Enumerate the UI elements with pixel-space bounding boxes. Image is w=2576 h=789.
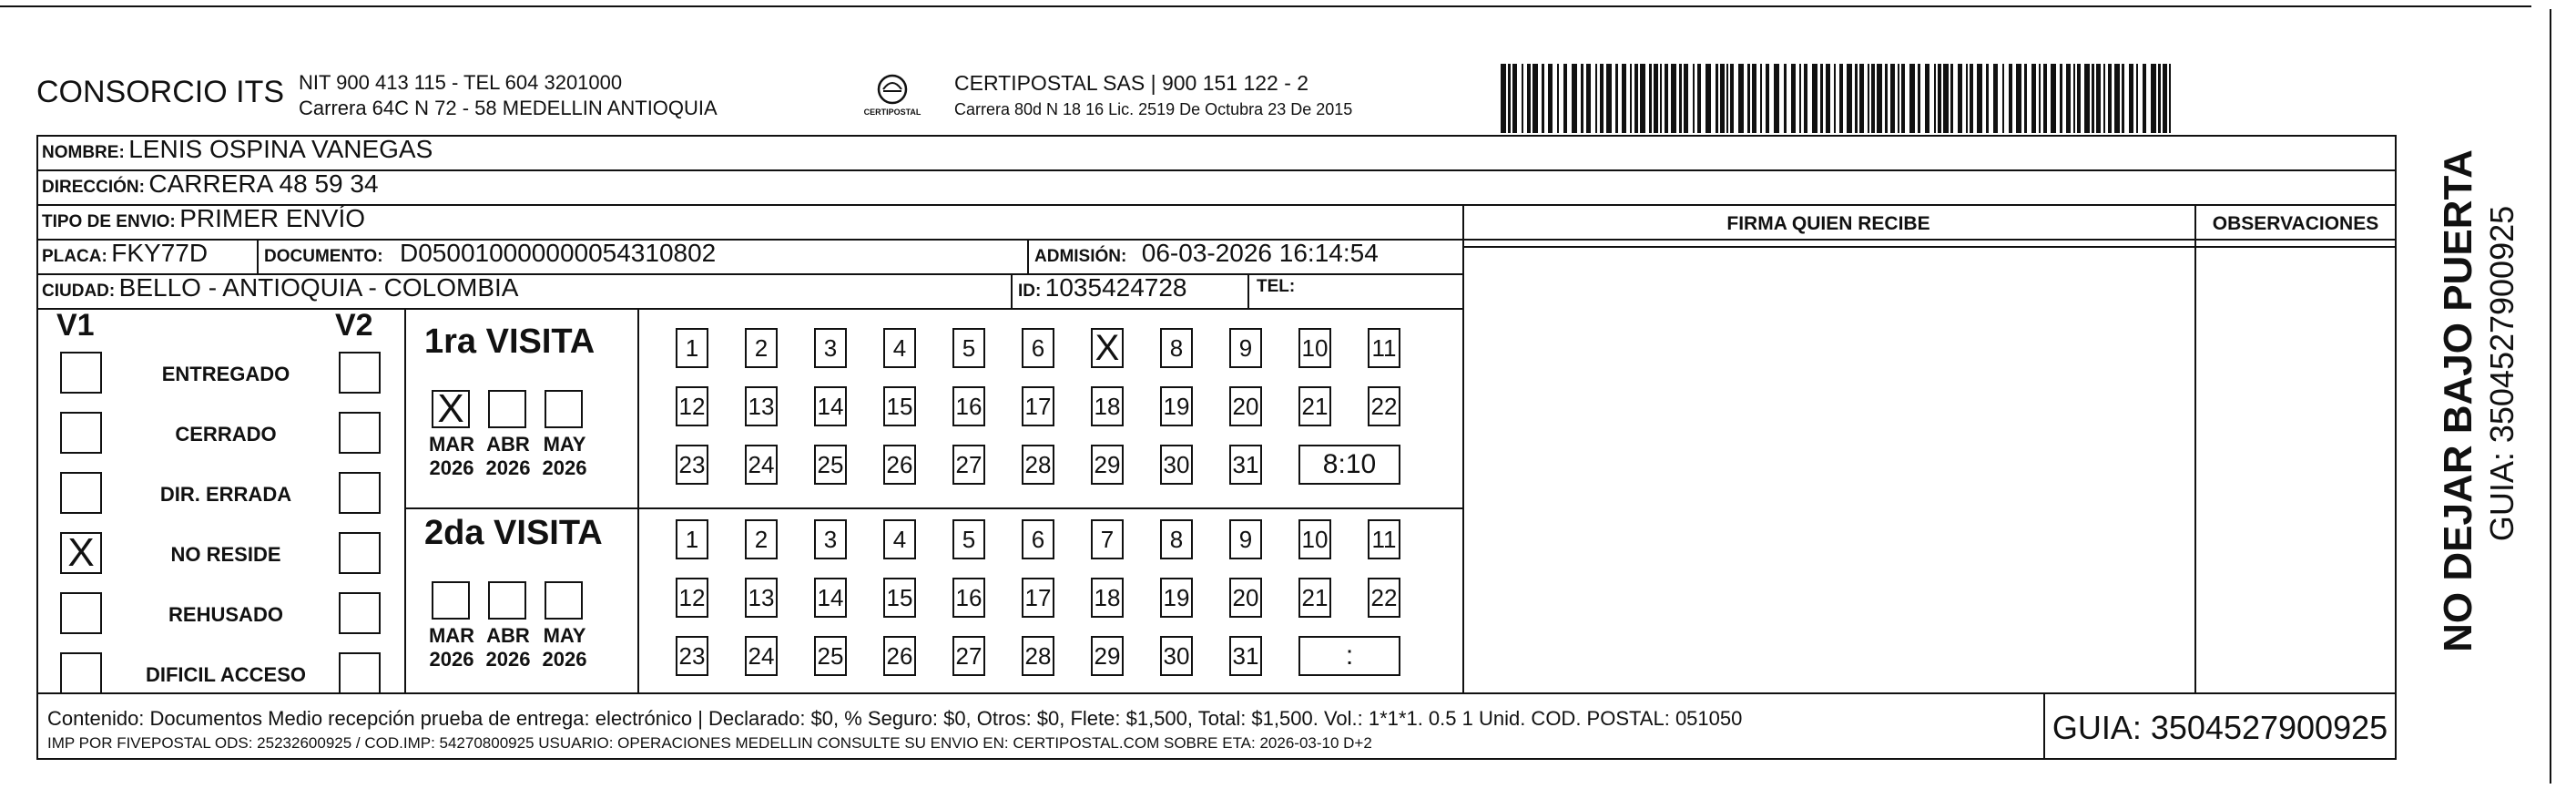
documento-cell — [264, 239, 716, 268]
barcode-bar — [1909, 64, 1915, 133]
time-box[interactable]: : — [1298, 636, 1400, 676]
day-box[interactable]: 19 — [1160, 386, 1193, 426]
day-box[interactable]: 9 — [1229, 519, 1262, 559]
month-label: MAR — [428, 624, 475, 647]
status-label: ENTREGADO — [161, 363, 290, 385]
barcode-bar — [2043, 64, 2047, 133]
barcode-bar — [1877, 64, 1882, 133]
barcode-bar — [1697, 64, 1701, 133]
barcode-bar — [2016, 64, 2021, 133]
id-cell — [1018, 273, 1187, 302]
day-box[interactable]: 24 — [745, 636, 778, 676]
barcode-bar — [2114, 64, 2120, 133]
placa-label: PLACA: — [42, 247, 107, 266]
barcode-bar — [1898, 64, 1899, 133]
barcode-bar — [2169, 64, 2171, 133]
status-label: DIFICIL ACCESO — [145, 663, 306, 686]
day-box[interactable]: 28 — [1022, 445, 1054, 485]
barcode-bar — [1791, 64, 1796, 133]
tel-label: TEL: — [1257, 277, 1296, 296]
barcode-bar — [1950, 64, 1953, 133]
day-box[interactable]: 8 — [1160, 328, 1193, 368]
barcode-bar — [2151, 64, 2156, 133]
barcode-bar — [1918, 64, 1920, 133]
day-box[interactable]: 1 — [676, 519, 708, 559]
barcode-bar — [1720, 64, 1725, 133]
barcode-bar — [1512, 64, 1517, 133]
month-checkbox[interactable]: X — [432, 390, 470, 428]
day-box[interactable]: 20 — [1229, 578, 1262, 618]
day-box[interactable]: 2 — [745, 519, 778, 559]
day-box[interactable]: 25 — [814, 445, 847, 485]
day-box[interactable]: 19 — [1160, 578, 1193, 618]
day-box[interactable]: 13 — [745, 386, 778, 426]
company-name: CONSORCIO ITS — [36, 75, 285, 109]
barcode-bar — [1738, 64, 1744, 133]
v2-checkbox[interactable] — [339, 652, 381, 694]
ciudad-value: BELLO - ANTIOQUIA - COLOMBIA — [118, 273, 519, 302]
barcode-bar — [1634, 64, 1638, 133]
v2-checkbox[interactable] — [339, 472, 381, 514]
barcode-bar — [1660, 64, 1662, 133]
barcode-bar — [1572, 64, 1577, 133]
month-label: ABR — [486, 433, 530, 456]
day-box[interactable]: 29 — [1091, 636, 1124, 676]
ciudad-label: CIUDAD: — [42, 282, 116, 301]
year-label: 2026 — [429, 648, 474, 671]
id-value: 1035424728 — [1044, 273, 1187, 302]
barcode-bar — [1527, 64, 1531, 133]
top-border-line — [0, 5, 2531, 7]
barcode-bar — [2084, 64, 2090, 133]
day-box[interactable]: 30 — [1160, 445, 1193, 485]
barcode-bar — [1563, 64, 1567, 133]
barcode-bar — [1716, 64, 1718, 133]
day-box[interactable]: 10 — [1298, 519, 1331, 559]
barcode-bar — [1671, 64, 1676, 133]
barcode-bar — [1747, 64, 1750, 133]
day-box[interactable]: 3 — [814, 519, 847, 559]
barcode-bar — [1752, 64, 1756, 133]
barcode-bar — [1774, 64, 1779, 133]
ciudad-cell — [42, 273, 518, 302]
status-label: NO RESIDE — [170, 543, 281, 566]
barcode-bar — [2096, 64, 2101, 133]
barcode-bar — [1804, 64, 1807, 133]
nombre-row — [42, 135, 433, 164]
day-box[interactable]: 14 — [814, 386, 847, 426]
barcode-bar — [2122, 64, 2124, 133]
barcode-bar — [1586, 64, 1591, 133]
barcode-bar — [2073, 64, 2075, 133]
direccion-row — [42, 169, 379, 199]
first-visit-title: 1ra VISITA — [424, 323, 596, 361]
v2-checkbox[interactable] — [339, 532, 381, 574]
day-box[interactable]: 4 — [883, 328, 916, 368]
barcode-bar — [1679, 64, 1682, 133]
carrier-address: Carrera 80d N 18 16 Lic. 2519 De Octubra 23 De 2015 — [954, 100, 1353, 118]
day-box[interactable]: 26 — [883, 636, 916, 676]
barcode-bar — [1993, 64, 1998, 133]
status-label: DIR. ERRADA — [159, 483, 292, 506]
barcode-bar — [1890, 64, 1895, 133]
v2-checkbox[interactable] — [339, 352, 381, 394]
day-box[interactable]: 21 — [1298, 386, 1331, 426]
barcode-bar — [1532, 64, 1538, 133]
barcode-bar — [1606, 64, 1612, 133]
firma-header: FIRMA QUIEN RECIBE — [1726, 213, 1930, 234]
day-box[interactable]: 29 — [1091, 445, 1124, 485]
barcode-bar — [2024, 64, 2027, 133]
barcode-bar — [1847, 64, 1852, 133]
barcode-bar — [2051, 64, 2056, 133]
barcode-bar — [1730, 64, 1734, 133]
day-box[interactable]: 12 — [676, 386, 708, 426]
day-box[interactable]: 21 — [1298, 578, 1331, 618]
month-label: MAY — [543, 624, 586, 647]
carrier-name: CERTIPOSTAL SAS | 900 151 122 - 2 — [954, 71, 1309, 95]
tipo-envio-value: PRIMER ENVÍO — [179, 204, 366, 232]
certipostal-logo-text: CERTIPOSTAL — [863, 108, 921, 117]
footer-content: Contenido: Documentos Medio recepción prueba de entrega: electrónico | Declarado: $0, % Seguro: $0, Otros: $0, Flete: $1,500, Total: $1,500. Vol.: 1*1*1. 0.5 1 Unid. COD. POSTAL: 051050 — [47, 707, 1743, 730]
nombre-value: LENIS OSPINA VANEGAS — [128, 135, 433, 163]
barcode-bar — [1901, 64, 1905, 133]
tipo-envio-label: TIPO DE ENVIO: — [42, 212, 176, 231]
direccion-label: DIRECCIÓN: — [42, 178, 145, 197]
v1-checkbox[interactable] — [60, 652, 102, 694]
day-box[interactable]: 1 — [676, 328, 708, 368]
v2-label: V2 — [335, 308, 373, 343]
barcode-bar — [2108, 64, 2112, 133]
barcode-bar — [1839, 64, 1843, 133]
second-visit-title: 2da VISITA — [424, 514, 603, 552]
barcode-bar — [1970, 64, 1973, 133]
side-guia: GUIA: 3504527900925 — [2483, 205, 2520, 542]
day-box[interactable]: 16 — [952, 386, 985, 426]
barcode-bar — [1799, 64, 1801, 133]
day-box[interactable]: 9 — [1229, 328, 1262, 368]
day-box[interactable]: 23 — [676, 445, 708, 485]
admision-label: ADMISIÓN: — [1034, 247, 1127, 266]
day-box[interactable]: 31 — [1229, 445, 1262, 485]
barcode-bar — [1885, 64, 1888, 133]
month-label: MAR — [428, 433, 475, 456]
footer-guia: GUIA: 3504527900925 — [2052, 709, 2388, 746]
barcode-bar — [2060, 64, 2062, 133]
barcode-bar — [1977, 64, 1982, 133]
status-label: REHUSADO — [168, 603, 283, 626]
barcode-bar — [2143, 64, 2146, 133]
v1-checkbox[interactable]: X — [60, 532, 102, 574]
day-box[interactable]: 28 — [1022, 636, 1054, 676]
day-box[interactable]: 5 — [952, 519, 985, 559]
day-box[interactable]: 2 — [745, 328, 778, 368]
barcode-bar — [1925, 64, 1929, 133]
barcode-bar — [1622, 64, 1626, 133]
v1-checkbox[interactable] — [60, 412, 102, 454]
nombre-label: NOMBRE: — [42, 143, 125, 162]
barcode-bar — [1986, 64, 1989, 133]
barcode-bar — [2129, 64, 2133, 133]
barcode-bar — [1522, 64, 1523, 133]
documento-label: DOCUMENTO: — [264, 247, 383, 266]
documento-value: D050010000000054310802 — [400, 239, 717, 267]
year-label: 2026 — [485, 456, 531, 479]
certipostal-logo — [856, 71, 929, 122]
barcode-bar — [1542, 64, 1544, 133]
barcode-bar — [1508, 64, 1511, 133]
company-nit: NIT 900 413 115 - TEL 604 3201000 — [299, 71, 623, 94]
day-box[interactable]: 18 — [1091, 578, 1124, 618]
barcode-bar — [2163, 64, 2167, 133]
day-box[interactable]: 13 — [745, 578, 778, 618]
month-label: ABR — [486, 624, 530, 647]
barcode-image — [1501, 64, 2174, 133]
year-label: 2026 — [542, 456, 587, 479]
barcode-bar — [2136, 64, 2138, 133]
month-checkbox[interactable] — [545, 581, 583, 620]
barcode-bar — [1938, 64, 1941, 133]
day-box[interactable]: 5 — [952, 328, 985, 368]
barcode-bar — [2103, 64, 2105, 133]
company-address: Carrera 64C N 72 - 58 MEDELLIN ANTIOQUIA — [299, 97, 718, 119]
month-checkbox[interactable] — [488, 581, 526, 620]
admision-value: 06-03-2026 16:14:54 — [1141, 239, 1379, 267]
month-checkbox[interactable] — [545, 390, 583, 428]
id-label: ID: — [1018, 282, 1042, 301]
day-box[interactable]: 20 — [1229, 386, 1262, 426]
day-box[interactable]: 23 — [676, 636, 708, 676]
day-box[interactable]: 18 — [1091, 386, 1124, 426]
day-box[interactable]: 16 — [952, 578, 985, 618]
v1-label: V1 — [56, 308, 95, 343]
barcode-bar — [2066, 64, 2071, 133]
barcode-bar — [1640, 64, 1645, 133]
barcode-bar — [1784, 64, 1787, 133]
observaciones-header: OBSERVACIONES — [2212, 213, 2379, 234]
barcode-bar — [1705, 64, 1711, 133]
day-box[interactable]: 10 — [1298, 328, 1331, 368]
day-box[interactable]: 7 — [1091, 519, 1124, 559]
day-box[interactable]: 27 — [952, 445, 985, 485]
day-box[interactable]: 15 — [883, 386, 916, 426]
barcode-bar — [1760, 64, 1762, 133]
day-box[interactable]: 12 — [676, 578, 708, 618]
footer-imp: IMP POR FIVEPOSTAL ODS: 25232600925 / COD.IMP: 54270800925 USUARIO: OPERACIONES MEDELLIN CONSULTE SU ENVIO EN: CERTIPOSTAL.COM SOBRE ETA: 2026-03-10 D+2 — [47, 734, 1372, 752]
month-checkbox[interactable] — [488, 390, 526, 428]
barcode-bar — [1595, 64, 1597, 133]
barcode-bar — [1812, 64, 1817, 133]
day-box[interactable]: 27 — [952, 636, 985, 676]
direccion-value: CARRERA 48 59 34 — [148, 169, 379, 198]
day-box[interactable]: 24 — [745, 445, 778, 485]
barcode-bar — [1600, 64, 1604, 133]
side-warning: NO DEJAR BAJO PUERTA — [2436, 149, 2480, 652]
year-label: 2026 — [542, 648, 587, 671]
placa-value: FKY77D — [111, 239, 209, 267]
day-box[interactable]: 14 — [814, 578, 847, 618]
day-box[interactable]: 4 — [883, 519, 916, 559]
day-box[interactable]: 8 — [1160, 519, 1193, 559]
barcode-bar — [1859, 64, 1864, 133]
barcode-bar — [1693, 64, 1695, 133]
day-box[interactable]: 6 — [1022, 328, 1054, 368]
day-box[interactable]: 30 — [1160, 636, 1193, 676]
day-box[interactable]: 6 — [1022, 519, 1054, 559]
barcode-bar — [1630, 64, 1632, 133]
year-label: 2026 — [485, 648, 531, 671]
barcode-bar — [2039, 64, 2041, 133]
barcode-bar — [1855, 64, 1858, 133]
barcode-bar — [1826, 64, 1830, 133]
barcode-bar — [2009, 64, 2012, 133]
day-box[interactable]: 31 — [1229, 636, 1262, 676]
day-box[interactable]: X — [1091, 328, 1124, 368]
day-box[interactable]: 22 — [1368, 386, 1400, 426]
barcode-bar — [1665, 64, 1668, 133]
tel-cell — [1257, 277, 1295, 297]
tipo-envio-row — [42, 204, 365, 233]
right-border-line — [2550, 9, 2551, 784]
barcode-bar — [1726, 64, 1728, 133]
barcode-bar — [1868, 64, 1869, 133]
barcode-bar — [2158, 64, 2161, 133]
barcode-bar — [1581, 64, 1583, 133]
month-label: MAY — [543, 433, 586, 456]
month-checkbox[interactable] — [432, 581, 470, 620]
v1-checkbox[interactable] — [60, 592, 102, 634]
day-box[interactable]: 15 — [883, 578, 916, 618]
barcode-bar — [1615, 64, 1618, 133]
barcode-bar — [1958, 64, 1962, 133]
v1-checkbox[interactable] — [60, 472, 102, 514]
v2-checkbox[interactable] — [339, 412, 381, 454]
barcode-bar — [1548, 64, 1553, 133]
v1-checkbox[interactable] — [60, 352, 102, 394]
barcode-bar — [1649, 64, 1652, 133]
v2-checkbox[interactable] — [339, 592, 381, 634]
admision-cell — [1034, 239, 1379, 268]
day-box[interactable]: 26 — [883, 445, 916, 485]
barcode-bar — [2092, 64, 2094, 133]
barcode-bar — [1501, 64, 1506, 133]
time-box[interactable]: 8:10 — [1298, 445, 1400, 485]
barcode-bar — [1966, 64, 1968, 133]
day-box[interactable]: 11 — [1368, 519, 1400, 559]
barcode-bar — [2077, 64, 2081, 133]
day-box[interactable]: 17 — [1022, 578, 1054, 618]
day-box[interactable]: 22 — [1368, 578, 1400, 618]
barcode-bar — [1557, 64, 1559, 133]
barcode-bar — [1834, 64, 1836, 133]
barcode-bar — [2031, 64, 2036, 133]
status-label: CERRADO — [175, 423, 277, 446]
barcode-bar — [1934, 64, 1936, 133]
day-box[interactable]: 25 — [814, 636, 847, 676]
year-label: 2026 — [429, 456, 474, 479]
day-box[interactable]: 11 — [1368, 328, 1400, 368]
barcode-bar — [1654, 64, 1658, 133]
barcode-bar — [1820, 64, 1823, 133]
day-box[interactable]: 17 — [1022, 386, 1054, 426]
barcode-bar — [1871, 64, 1875, 133]
barcode-bar — [1766, 64, 1769, 133]
barcode-bar — [1943, 64, 1949, 133]
day-box[interactable]: 3 — [814, 328, 847, 368]
placa-cell — [42, 239, 208, 268]
barcode-bar — [1684, 64, 1688, 133]
barcode-bar — [2002, 64, 2004, 133]
